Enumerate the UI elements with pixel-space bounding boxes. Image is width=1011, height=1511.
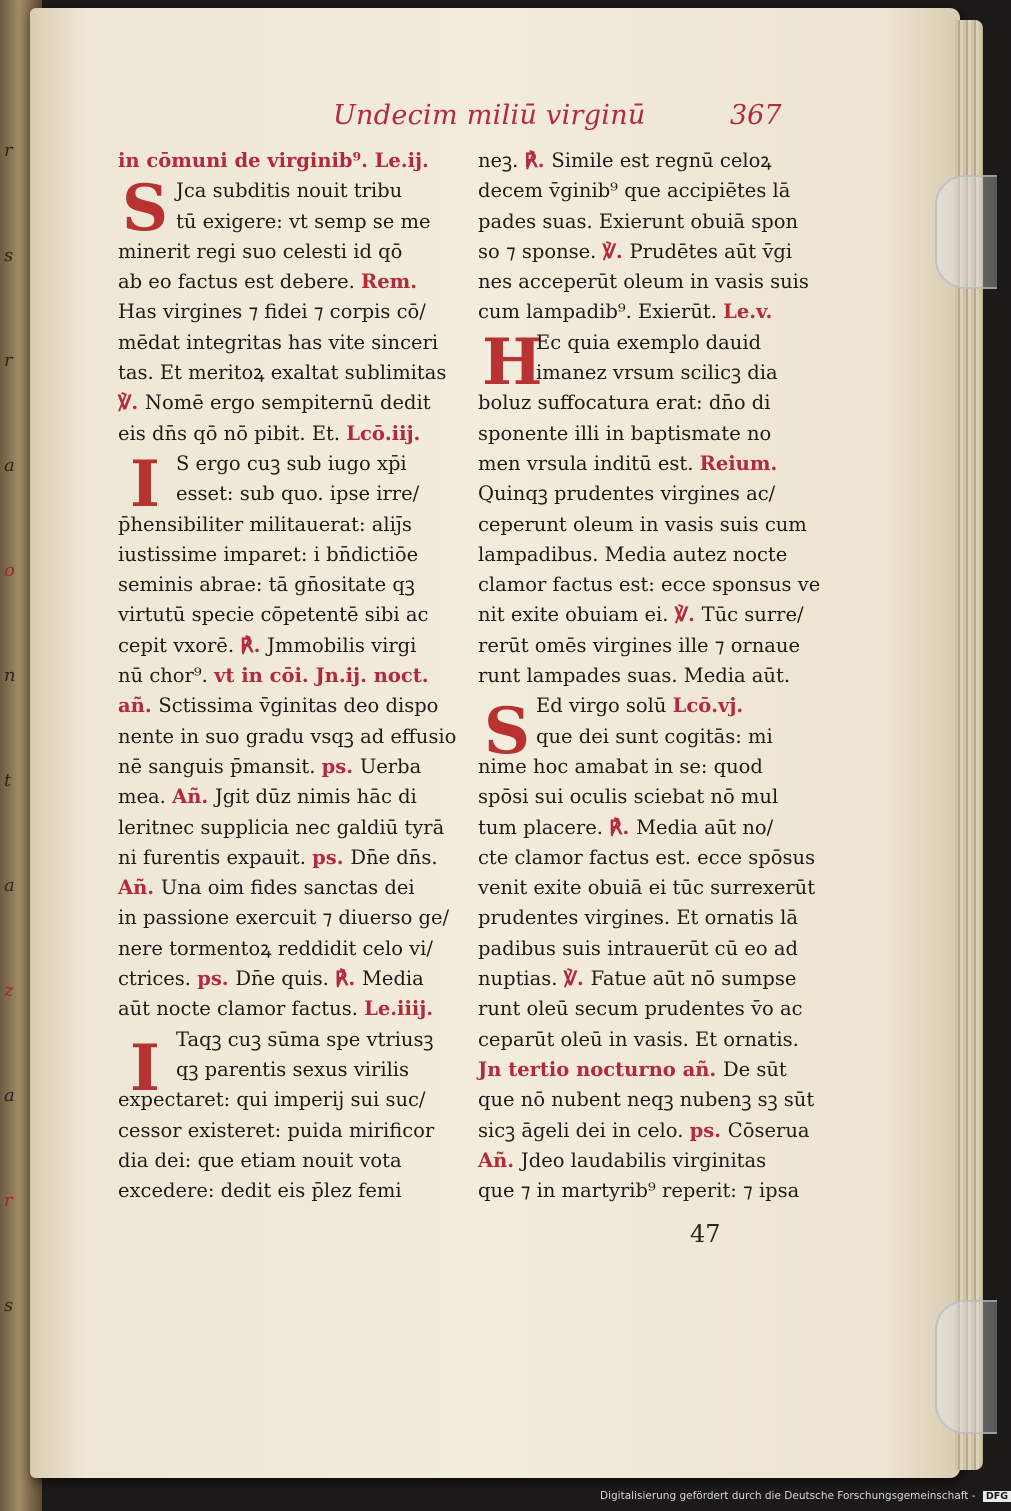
- body-text: nime hoc amabat in se: quod: [478, 754, 763, 778]
- body-text: nente in suo gradu vsqꝫ ad effusio: [118, 724, 457, 748]
- body-text: sicꝫ āgeli dei in celo.: [478, 1118, 690, 1142]
- body-text: aūt nocte clamor factus.: [118, 997, 365, 1021]
- body-text: Jgit dūz nimis hāc di: [214, 785, 417, 809]
- text-line: [118, 570, 466, 600]
- text-line: [118, 328, 466, 358]
- body-text: nuptias.: [478, 967, 564, 991]
- initial-letter: S: [483, 694, 531, 769]
- body-text: esset: sub quo. ipse irre/: [176, 482, 420, 506]
- body-text: tū exigere: vt semp se me: [176, 209, 431, 233]
- body-text: Cōserua: [727, 1118, 810, 1142]
- text-line: [118, 510, 466, 540]
- text-line: [478, 207, 823, 237]
- body-text: Has virgines ⁊ fidei ⁊ corpis cō/: [118, 300, 426, 324]
- text-line: [118, 1176, 466, 1206]
- digitization-credit: [600, 1490, 1011, 1502]
- body-text: men vrsula inditū est.: [478, 451, 700, 475]
- dfg-logo: DFG: [983, 1491, 1011, 1502]
- text-line: [118, 843, 466, 873]
- text-line: [478, 479, 823, 509]
- body-text: mea.: [118, 785, 173, 809]
- rubric-text: ps.: [689, 1118, 728, 1142]
- body-text: decem v̄ginib⁹ que accipiētes lā: [478, 179, 791, 203]
- text-line: [478, 1055, 823, 1085]
- text-line: [118, 146, 466, 176]
- text-line: [478, 1116, 823, 1146]
- text-line: [118, 1116, 466, 1146]
- body-text: Una oim fides sanctas dei: [160, 876, 415, 900]
- credit-text: Digitalisierung gefördert durch die Deutsche Forschungsgemeinschaft -: [600, 1490, 976, 1502]
- rubric-text: ℣.: [602, 239, 630, 263]
- body-text: cum lampadib⁹. Exierūt.: [478, 300, 724, 324]
- body-text: Media: [361, 967, 424, 991]
- body-text: in passione exercuit ⁊ diuerso ge/: [118, 906, 450, 930]
- rubric-text: Le.v.: [723, 300, 773, 324]
- text-line: [478, 540, 823, 570]
- text-column-left: [118, 146, 466, 1206]
- text-line: [118, 449, 466, 479]
- body-text: virtutū specie cōpetentē sibi ac: [118, 603, 429, 627]
- body-text: Dn̄e dn̄s.: [350, 845, 438, 869]
- text-line: [478, 419, 823, 449]
- text-line: [478, 631, 823, 661]
- body-text: spōsi sui oculis sciebat nō mul: [478, 785, 779, 809]
- text-line: [478, 994, 823, 1024]
- body-text: rerūt omēs virgines ille ⁊ ornaue: [478, 633, 801, 657]
- body-text: ctrices.: [118, 967, 198, 991]
- text-line: [118, 994, 466, 1024]
- body-text: padibus suis intrauerūt cū eo ad: [478, 936, 798, 960]
- text-line: [118, 752, 466, 782]
- rubric-text: ℟.: [240, 633, 268, 657]
- body-text: mēdat integritas has vite sinceri: [118, 330, 439, 354]
- body-text: que nō nubent neqꝫ nubenꝫ sꝫ sūt: [478, 1088, 815, 1112]
- body-text: Jca subditis nouit tribu: [176, 179, 403, 203]
- body-text: runt oleū secum prudentes v̄o ac: [478, 997, 803, 1021]
- text-line: [478, 661, 823, 691]
- facing-page-fragment: s: [4, 245, 14, 266]
- text-line: [118, 1085, 466, 1115]
- body-text: que ⁊ in martyrib⁹ reperit: ⁊ ipsa: [478, 1179, 800, 1203]
- text-line: [118, 1025, 466, 1055]
- text-line: [118, 419, 466, 449]
- rubric-text: Lcō.iij.: [346, 421, 421, 445]
- body-text: nū chor⁹.: [118, 664, 215, 688]
- body-text: clamor factus est: ecce sponsus ve: [478, 573, 821, 597]
- text-line: [118, 358, 466, 388]
- text-line: [478, 843, 823, 873]
- text-line: [478, 1085, 823, 1115]
- initial-letter: I: [130, 447, 160, 522]
- rubric-text: Añ.: [478, 1148, 521, 1172]
- rubric-text: Le.iiij.: [364, 997, 434, 1021]
- text-line: [478, 328, 823, 358]
- page-clip-top: [935, 175, 997, 289]
- rubric-text: ℟.: [524, 149, 552, 172]
- text-line: [478, 903, 823, 933]
- text-line: [478, 752, 823, 782]
- body-text: S ergo cuꝫ sub iugo xp̄i: [176, 451, 407, 475]
- body-text: De sūt: [722, 1057, 787, 1081]
- body-text: iustissime imparet: i bn̄dictiōe: [118, 542, 419, 566]
- initial-letter: S: [121, 171, 169, 246]
- body-text: Prudētes aūt v̄gi: [629, 239, 793, 263]
- signature-mark: 47: [690, 1220, 721, 1248]
- body-text: seminis abrae: tā gn̄ositate qꝫ: [118, 573, 415, 597]
- body-text: expectaret: qui imperij sui suc/: [118, 1088, 426, 1112]
- facing-page-fragment: r: [4, 350, 13, 371]
- text-line: [118, 297, 466, 327]
- body-text: Sctissima v̄ginitas deo dispo: [158, 694, 439, 718]
- text-line: [118, 964, 466, 994]
- body-text: cepit vxorē.: [118, 633, 241, 657]
- text-line: [118, 691, 466, 721]
- rubric-text: ps.: [197, 967, 236, 991]
- rubric-text: ℣.: [674, 603, 702, 627]
- text-line: [478, 873, 823, 903]
- text-line: [118, 934, 466, 964]
- body-text: imanez vrsum scilicꝫ dia: [536, 361, 778, 385]
- rubric-text: Jn tertio nocturno añ.: [478, 1057, 723, 1081]
- facing-page-fragment: a: [4, 875, 15, 896]
- text-line: [118, 207, 466, 237]
- text-line: [118, 540, 466, 570]
- text-line: [118, 237, 466, 267]
- body-text: Dn̄e quis.: [235, 967, 336, 991]
- body-text: Media aūt no/: [636, 815, 774, 839]
- body-text: ni furentis expauit.: [118, 845, 313, 869]
- facing-page-fragment: r: [4, 1190, 13, 1211]
- body-text: tas. Et meritoꝝ exaltat sublimitas: [118, 361, 447, 385]
- text-line: [478, 600, 823, 630]
- facing-page-fragment: z: [4, 980, 14, 1001]
- text-line: [478, 782, 823, 812]
- body-text: cessor existeret: puida mirificor: [118, 1118, 435, 1142]
- rubric-text: Añ.: [118, 876, 161, 900]
- rubric-text: Reium.: [699, 451, 778, 475]
- rubric-text: añ.: [118, 694, 159, 718]
- text-line: [118, 600, 466, 630]
- text-line: [478, 297, 823, 327]
- initial-letter: H: [482, 325, 543, 400]
- body-text: eis dn̄s qō nō pibit. Et.: [118, 421, 347, 445]
- rubric-text: ℣.: [563, 967, 591, 991]
- rubric-text: Lcō.vj.: [672, 694, 744, 718]
- body-text: Tūc surre/: [701, 603, 804, 627]
- text-line: [118, 267, 466, 297]
- text-line: [478, 388, 823, 418]
- text-line: [118, 782, 466, 812]
- facing-page-fragment: n: [4, 665, 16, 686]
- facing-page-fragment: t: [4, 770, 12, 791]
- facing-page-fragment: s: [4, 1295, 14, 1316]
- facing-page-fragment: a: [4, 455, 15, 476]
- text-line: [118, 1055, 466, 1085]
- text-line: [118, 873, 466, 903]
- text-line: [118, 176, 466, 206]
- text-line: [478, 176, 823, 206]
- rubric-text: ℣.: [118, 391, 145, 415]
- body-text: dia dei: que etiam nouit vota: [118, 1148, 402, 1172]
- body-text: nē sanguis p̄mansit.: [118, 754, 322, 778]
- body-text: Simile est regnū celoꝝ: [551, 149, 772, 172]
- text-line: [118, 388, 466, 418]
- text-line: [118, 903, 466, 933]
- body-text: neꝫ.: [478, 149, 525, 172]
- text-line: [118, 631, 466, 661]
- text-line: [478, 449, 823, 479]
- body-text: nere tormentoꝝ reddidit celo vi/: [118, 936, 433, 960]
- text-line: [118, 661, 466, 691]
- page-clip-bottom: [935, 1300, 997, 1434]
- text-line: [478, 146, 823, 176]
- rubric-text: ℟.: [609, 815, 637, 839]
- facing-page-fragment: a: [4, 1085, 15, 1106]
- rubric-text: ps.: [321, 754, 360, 778]
- body-text: minerit regi suo celesti id qō: [118, 239, 403, 263]
- body-text: Uerba: [359, 754, 422, 778]
- body-text: pades suas. Exierunt obuiā spon: [478, 209, 799, 233]
- body-text: Jmmobilis virgi: [267, 633, 417, 657]
- body-text: leritnec supplicia nec galdiū tyrā: [118, 815, 445, 839]
- body-text: Ec quia exemplo dauid: [536, 330, 762, 354]
- text-line: [118, 479, 466, 509]
- rubric-text: ps.: [312, 845, 351, 869]
- rubric-text: vt in cōi. Jn.ij. noct.: [214, 664, 429, 688]
- body-text: nit exite obuiam ei.: [478, 603, 675, 627]
- body-text: ceparūt oleū in vasis. Et ornatis.: [478, 1027, 799, 1051]
- body-text: Jdeo laudabilis virginitas: [520, 1148, 767, 1172]
- body-text: Taqꝫ cuꝫ sūma spe vtriusꝫ: [176, 1027, 434, 1051]
- body-text: boluz suffocatura erat: dn̄o di: [478, 391, 771, 415]
- body-text: excedere: dedit eis p̄lez femi: [118, 1179, 402, 1203]
- body-text: tum placere.: [478, 815, 610, 839]
- text-line: [478, 510, 823, 540]
- text-line: [478, 1176, 823, 1206]
- body-text: sponente illi in baptismate no: [478, 421, 772, 445]
- text-line: [478, 1025, 823, 1055]
- text-line: [478, 237, 823, 267]
- initial-letter: I: [130, 1031, 160, 1106]
- body-text: Fatue aūt nō sumpse: [590, 967, 797, 991]
- body-text: qꝫ parentis sexus virilis: [176, 1057, 410, 1081]
- body-text: Ed virgo solū: [536, 694, 673, 718]
- text-column-right: [478, 146, 823, 1206]
- text-line: [478, 934, 823, 964]
- body-text: Nomē ergo sempiternū dedit: [144, 391, 431, 415]
- facing-page-fragment: o: [4, 560, 15, 581]
- body-text: nes acceperūt oleum in vasis suis: [478, 270, 809, 294]
- text-line: [478, 722, 823, 752]
- body-text: cte clamor factus est. ecce spōsus: [478, 845, 816, 869]
- body-text: ceperunt oleum in vasis suis cum: [478, 512, 807, 536]
- text-line: [478, 691, 823, 721]
- text-line: [478, 358, 823, 388]
- body-text: venit exite obuiā ei tūc surrexerūt: [478, 876, 816, 900]
- text-line: [118, 813, 466, 843]
- body-text: prudentes virgines. Et ornatis lā: [478, 906, 798, 930]
- body-text: so ⁊ sponse.: [478, 239, 603, 263]
- text-line: [478, 570, 823, 600]
- text-line: [118, 722, 466, 752]
- text-line: [478, 813, 823, 843]
- body-text: lampadibus. Media autez nocte: [478, 542, 788, 566]
- rubric-text: ℟.: [335, 967, 362, 991]
- text-line: [478, 1146, 823, 1176]
- text-line: [118, 1146, 466, 1176]
- body-text: ab eo factus est debere.: [118, 270, 362, 294]
- rubric-text: Rem.: [361, 270, 418, 294]
- rubric-text: Añ.: [172, 785, 215, 809]
- facing-page-fragment: r: [4, 140, 13, 161]
- text-line: [478, 964, 823, 994]
- running-head: Undecim miliū virginū: [333, 100, 646, 131]
- body-text: Quinqꝫ prudentes virgines ac/: [478, 482, 776, 506]
- body-text: que dei sunt cogitās: mi: [536, 724, 773, 748]
- body-text: p̄hensibiliter militauerat: aliȷ̄s: [118, 512, 412, 536]
- rubric-text: in cōmuni de virginib⁹. Le.ij.: [118, 149, 429, 172]
- folio-number: 367: [730, 100, 782, 131]
- body-text: runt lampades suas. Media aūt.: [478, 664, 791, 688]
- text-line: [478, 267, 823, 297]
